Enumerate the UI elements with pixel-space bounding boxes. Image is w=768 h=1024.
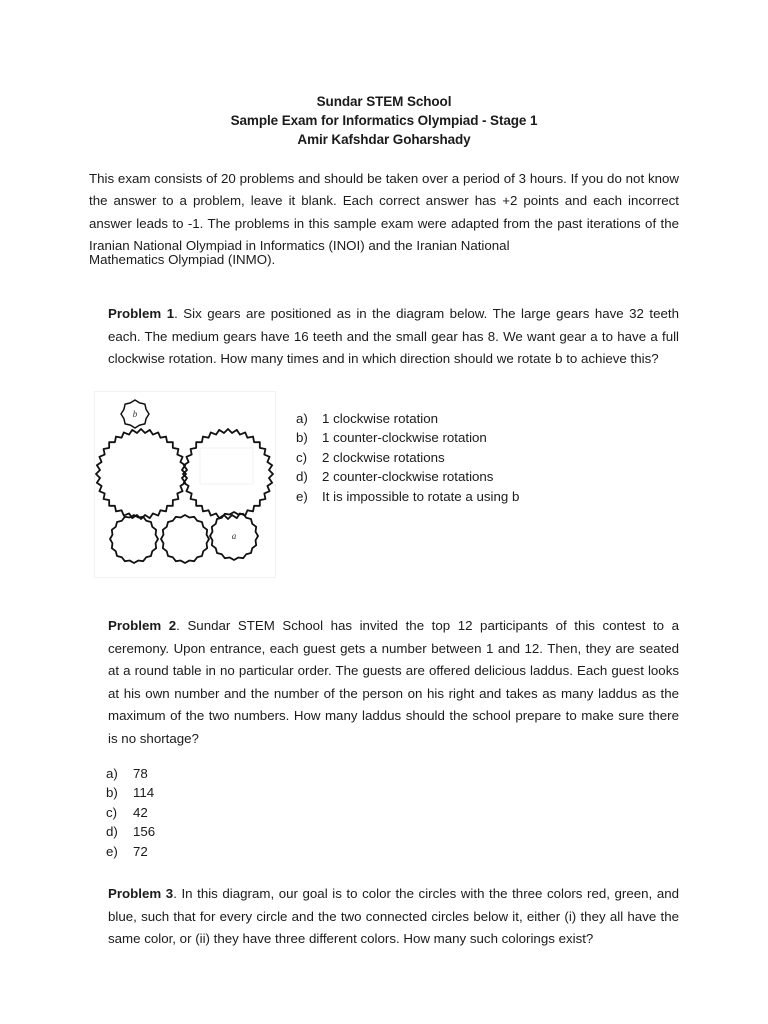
problem-2-separator: . bbox=[176, 618, 180, 634]
gear-train-diagram bbox=[95, 392, 275, 577]
problem-1-choice-b[interactable] bbox=[296, 428, 676, 447]
choice-key: b) bbox=[296, 430, 308, 446]
problem-2 bbox=[89, 615, 679, 861]
exam-title: Sample Exam for Informatics Olympiad - Stage 1 bbox=[230, 113, 538, 129]
choice-key: e) bbox=[106, 843, 118, 859]
problem-2-text: Sundar STEM School has invited the top 12 participants of this contest to a ceremony. Upon entrance, each guest gets a number between 1 and 12. Then, they are seated at a round table in no particular order. The guests are offered delicious laddus. Each guest looks at his own number and the number of the person on his right and takes as many laddus as the maximum of the two numbers. How many laddus should the school prepare to make sure there is no shortage? bbox=[108, 618, 679, 747]
problem-2-statement bbox=[89, 615, 679, 751]
intro-paragraph-tail: Mathematics Olympiad (INMO). bbox=[89, 251, 276, 267]
choice-text: It is impossible to rotate a using b bbox=[322, 488, 520, 504]
author-name: Amir Kafshdar Goharshady bbox=[297, 132, 471, 148]
problem-1-choice-e[interactable] bbox=[296, 487, 676, 506]
document-header bbox=[89, 92, 679, 150]
problem-3-text: In this diagram, our goal is to color the circles with the three colors red, green, and blue, such that for every circle and the two connected circles below it, either (i) they all have the same color, or (ii) they have three different colors. How many such colorings exist? bbox=[108, 885, 679, 947]
choice-key: c) bbox=[296, 449, 308, 465]
problem-3-separator: . bbox=[173, 885, 177, 901]
problem-2-choice-e[interactable] bbox=[106, 842, 679, 861]
choice-text: 1 counter-clockwise rotation bbox=[322, 430, 487, 446]
problem-1-figure-and-choices bbox=[89, 392, 679, 587]
choice-key: c) bbox=[106, 804, 118, 820]
figure-overlay-rectangle bbox=[200, 448, 253, 484]
choice-text: 42 bbox=[133, 804, 148, 820]
choice-text: 156 bbox=[133, 824, 156, 840]
problem-3-statement bbox=[89, 883, 679, 951]
problem-1-choice-c[interactable] bbox=[296, 448, 676, 467]
problem-1-choice-a[interactable] bbox=[296, 409, 676, 428]
choice-key: e) bbox=[296, 488, 308, 504]
problem-2-choice-d[interactable] bbox=[106, 822, 679, 841]
choice-text: 114 bbox=[133, 785, 155, 801]
choice-key: a) bbox=[296, 411, 308, 427]
choice-text: 2 clockwise rotations bbox=[322, 449, 445, 465]
problem-1 bbox=[89, 303, 679, 587]
gear-label-a: a bbox=[231, 531, 237, 542]
problem-2-choices bbox=[89, 764, 679, 861]
problem-1-choice-d[interactable] bbox=[296, 467, 676, 486]
page-content bbox=[89, 0, 679, 964]
problem-2-choice-c[interactable] bbox=[106, 803, 679, 822]
problem-2-choice-b[interactable] bbox=[106, 783, 679, 802]
choice-text: 1 clockwise rotation bbox=[322, 411, 439, 427]
choice-key: d) bbox=[106, 824, 118, 840]
choice-key: d) bbox=[296, 469, 308, 485]
problem-2-label: Problem 2 bbox=[108, 618, 177, 634]
gear-train-svg bbox=[95, 392, 275, 577]
choice-text: 2 counter-clockwise rotations bbox=[322, 469, 494, 485]
problem-1-statement bbox=[89, 303, 679, 371]
problem-1-text: Six gears are positioned as in the diagram below. The large gears have 32 teeth each. The medium gears have 16 teeth and the small gear has 8. We want gear a to have a full clockwise rotation. How many times and in which direction should we rotate b to achieve this? bbox=[108, 306, 679, 367]
choice-key: a) bbox=[106, 765, 118, 781]
problem-1-choices bbox=[296, 409, 676, 506]
choice-key: b) bbox=[106, 785, 118, 801]
problem-3-label: Problem 3 bbox=[108, 885, 174, 901]
problem-2-choice-a[interactable] bbox=[106, 764, 679, 783]
problem-1-label: Problem 1 bbox=[108, 306, 175, 322]
school-name: Sundar STEM School bbox=[316, 94, 452, 109]
problem-1-separator: . bbox=[174, 306, 178, 322]
problem-3 bbox=[89, 883, 679, 951]
choice-text: 72 bbox=[133, 843, 148, 859]
gear-label-b: b bbox=[132, 409, 138, 420]
intro-paragraph: This exam consists of 20 problems and should be taken over a period of 3 hours. If you do not know the answer to a problem, leave it blank. Each correct answer has +2 points and each incorrect answer leads to -1. The problems in this sample exam were adapted from the past iterations of the Iranian National Olympiad in Informatics (INOI) and the Iranian National bbox=[89, 170, 679, 254]
choice-text: 78 bbox=[133, 765, 148, 781]
